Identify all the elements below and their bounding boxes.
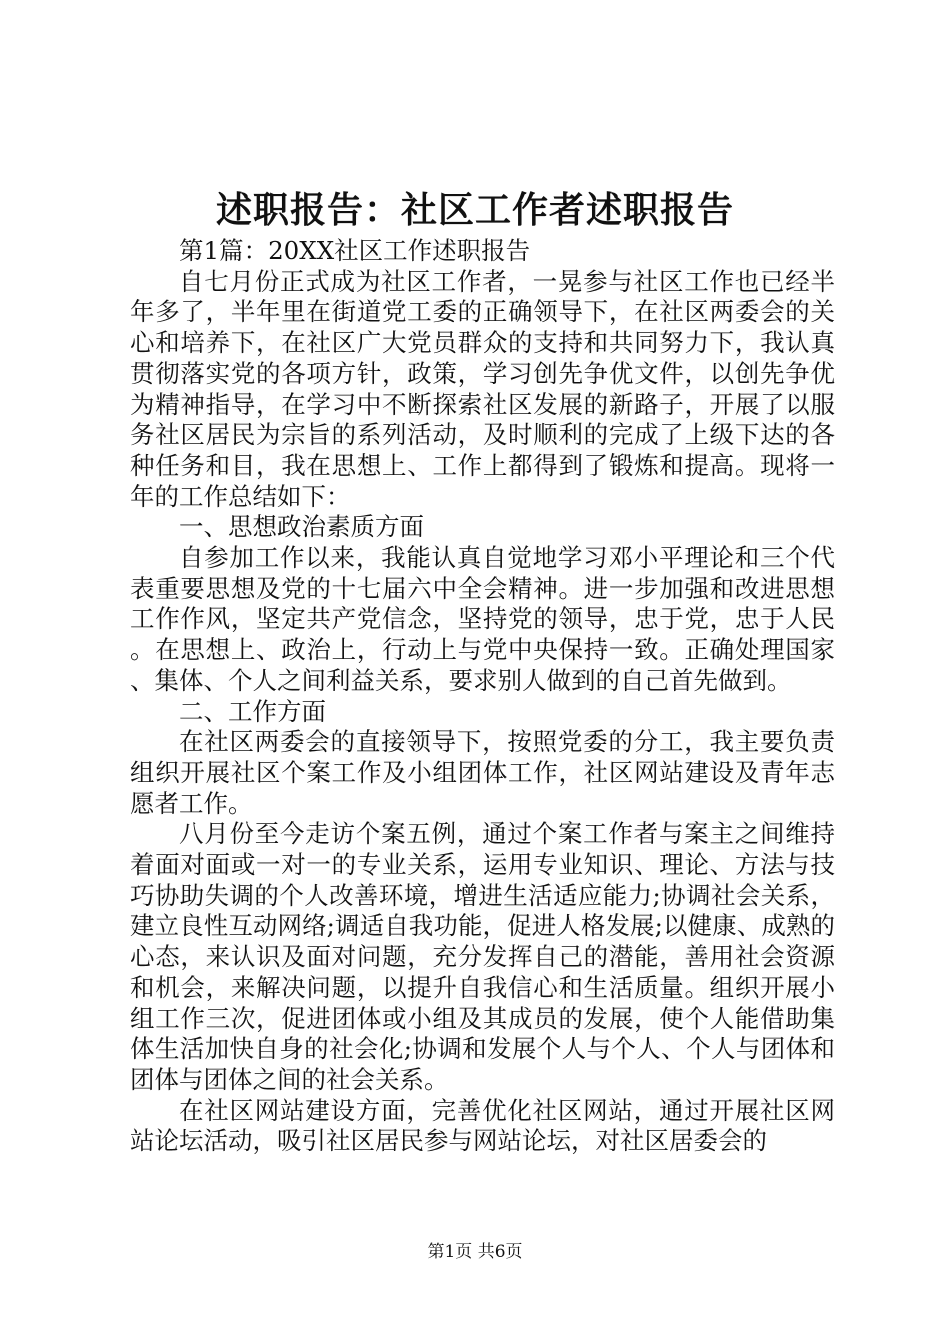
document-body — [130, 236, 835, 1157]
section-heading: 二、工作方面 — [179, 696, 326, 726]
page-number-footer: 第1页 共6页 — [427, 1242, 523, 1262]
section-heading: 一、思想政治素质方面 — [179, 512, 424, 542]
section-heading: 第1篇：20XX社区工作述职报告 — [179, 236, 531, 265]
document-title: 述职报告：社区工作者述职报告 — [215, 189, 734, 231]
body-paragraph: 在社区两委会的直接领导下，按照党委的分工，我主要负责组织开展社区个案工作及小组团体工作，社区网站建设及青年志愿者工作。 — [130, 727, 835, 818]
body-paragraph: 在社区网站建设方面，完善优化社区网站，通过开展社区网站论坛活动，吸引社区居民参与网站论坛，对社区居委会的 — [130, 1095, 835, 1156]
body-paragraph: 自参加工作以来，我能认真自觉地学习邓小平理论和三个代表重要思想及党的十七届六中全会精神。进一步加强和改进思想工作作风，坚定共产党信念，坚持党的领导，忠于党，忠于人民。在思想上、政治上，行动上与党中央保持一致。正确处理国家、集体、个人之间利益关系，要求别人做到的自己首先做到。 — [130, 543, 835, 695]
body-paragraph: 自七月份正式成为社区工作者，一晃参与社区工作也已经半年多了，半年里在街道党工委的正确领导下，在社区两委会的关心和培养下，在社区广大党员群众的支持和共同努力下，我认真贯彻落实党的各项方针，政策，学习创先争优文件，以创先争优为精神指导，在学习中不断探索社区发展的新路子，开展了以服务社区居民为宗旨的系列活动，及时顺利的完成了上级下达的各种任务和目，我在思想上、工作上都得到了锻炼和提高。现将一年的工作总结如下： — [130, 266, 835, 511]
body-paragraph: 八月份至今走访个案五例，通过个案工作者与案主之间维持着面对面或一对一的专业关系，运用专业知识、理论、方法与技巧协助失调的个人改善环境，增进生活适应能力;协调社会关系，建立良性互动网络;调适自我功能，促进人格发展;以健康、成熟的心态，来认识及面对问题，充分发挥自己的潜能，善用社会资源和机会，来解决问题，以提升自我信心和生活质量。组织开展小组工作三次，促进团体或小组及其成员的发展，使个人能借助集体生活加快自身的社会化;协调和发展个人与个人、个人与团体和团体与团体之间的社会关系。 — [130, 819, 835, 1094]
